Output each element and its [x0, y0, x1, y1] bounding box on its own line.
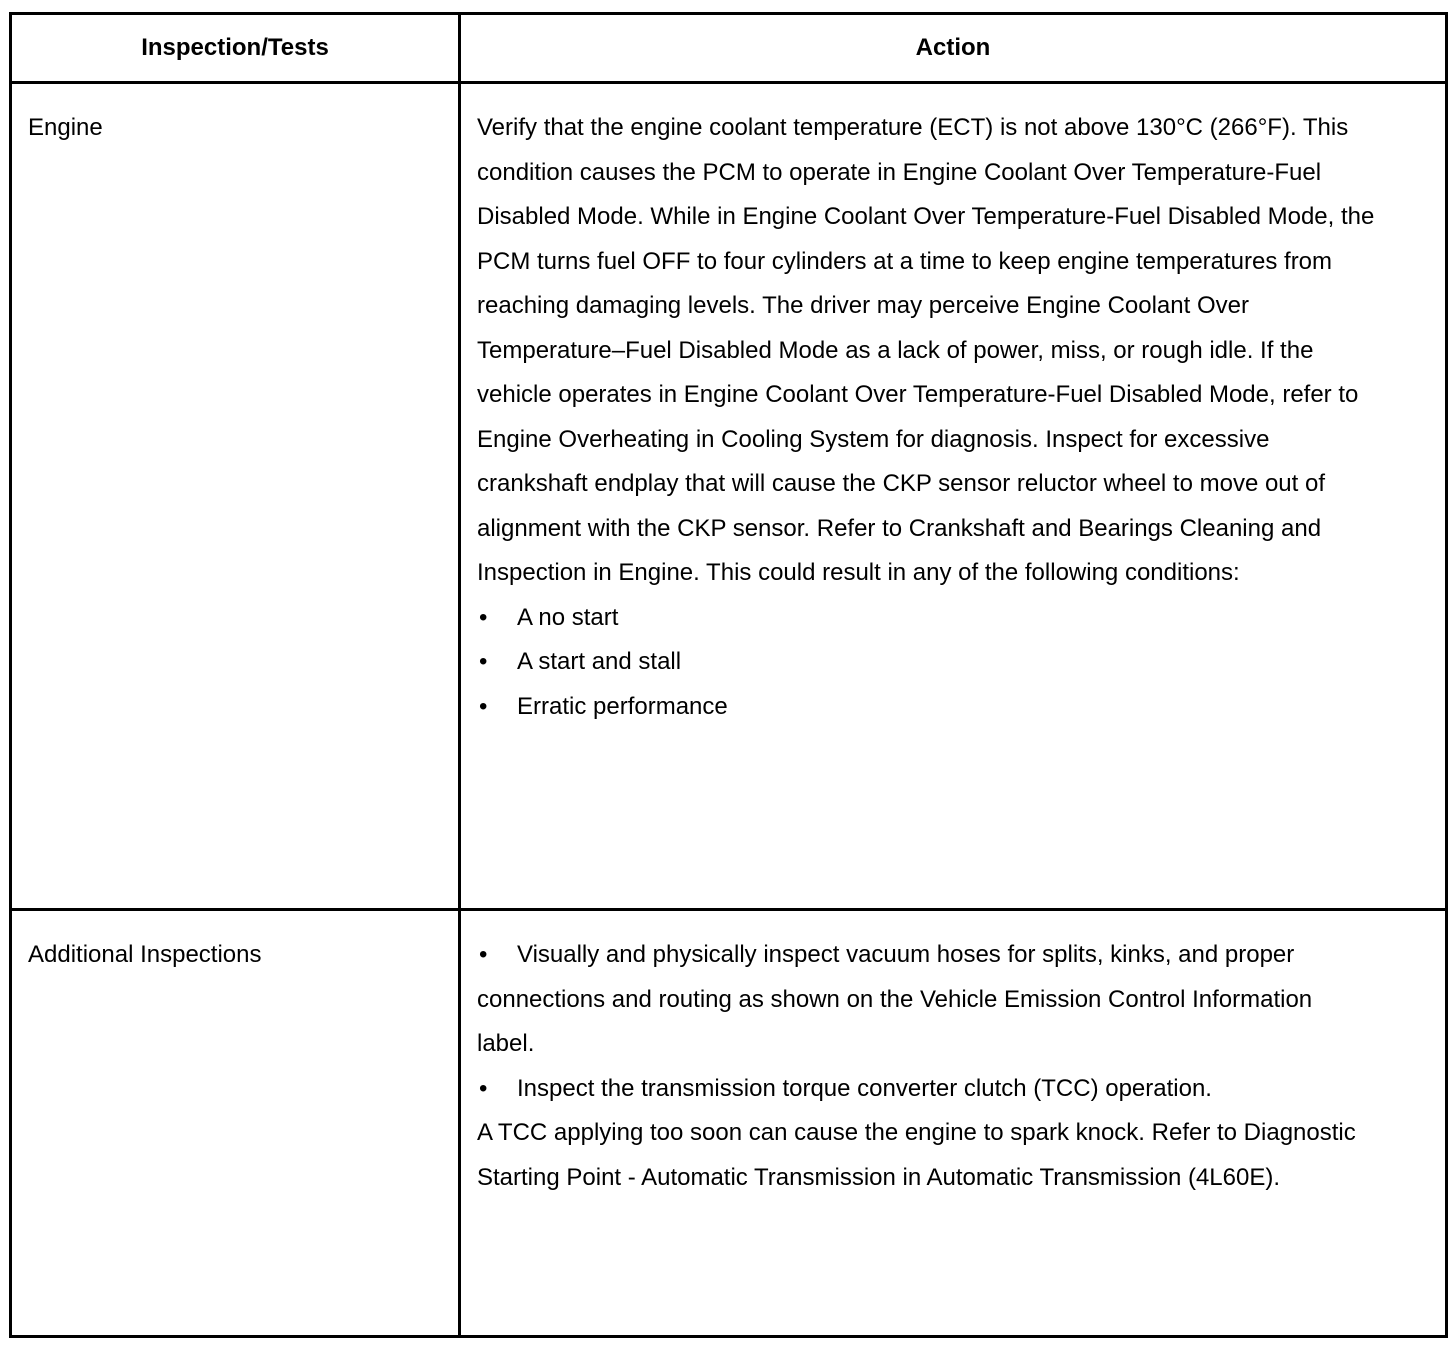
- engine-bullet-item: [477, 685, 1375, 730]
- header-inspection-tests: Inspection/Tests: [11, 14, 460, 83]
- bullet-icon: •: [479, 692, 488, 720]
- engine-bullet-text: Erratic performance: [517, 692, 728, 720]
- table-header-row: [11, 14, 1447, 83]
- table-row-additional-inspections: [11, 910, 1447, 1337]
- bullet-icon: •: [479, 1074, 488, 1102]
- engine-bullet-item: [477, 640, 1375, 685]
- engine-label: Engine: [28, 114, 103, 141]
- bullet-icon: •: [479, 603, 488, 631]
- additional-label-cell: [11, 910, 460, 1337]
- engine-bullet-text: A no start: [517, 603, 619, 631]
- engine-label-cell: [11, 83, 460, 910]
- additional-bullet-text: Visually and physically inspect vacuum hoses for splits, kinks, and proper connections and routing as shown on the Vehicle Emission Control Information label.: [477, 941, 1313, 1057]
- bullet-icon: •: [479, 941, 488, 968]
- engine-action-paragraph: Verify that the engine coolant temperature (ECT) is not above 130°C (266°F). This condition causes the PCM to operate in Engine Coolant Over Temperature-Fuel Disabled Mode. While in Engine Coolant Over Temperature-Fuel Disabled Mode, the PCM turns fuel OFF to four cylinders at a time to keep engine temperatures from reaching damaging levels. The driver may perceive Engine Coolant Over Temperature–Fuel Disabled Mode as a lack of power, miss, or rough idle. If the vehicle operates in Engine Coolant Over Temperature-Fuel Disabled Mode, refer to Engine Overheating in Cooling System for diagnosis. Inspect for excessive crankshaft endplay that will cause the CKP sensor reluctor wheel to move out of alignment with the CKP sensor. Refer to Crankshaft and Bearings Cleaning and Inspection in Engine. This could result in any of the following conditions:: [477, 114, 1375, 586]
- bullet-icon: •: [479, 648, 488, 675]
- engine-action-cell: [460, 83, 1447, 910]
- table-row-engine: [11, 83, 1447, 910]
- additional-action-paragraph: A TCC applying too soon can cause the engine to spark knock. Refer to Diagnostic Starting Point - Automatic Transmission in Automatic Transmission (4L60E).: [477, 1119, 1356, 1191]
- inspection-table: [9, 12, 1448, 1338]
- additional-bullet-item: [477, 933, 1375, 1067]
- additional-bullet-text: Inspect the transmission torque converter clutch (TCC) operation.: [517, 1074, 1212, 1102]
- additional-bullet-item: [477, 1067, 1375, 1112]
- engine-bullet-text: A start and stall: [517, 648, 682, 675]
- engine-bullet-item: [477, 596, 1375, 641]
- additional-inspections-label: Additional Inspections: [28, 941, 262, 968]
- header-action: Action: [460, 14, 1447, 83]
- additional-action-cell: [460, 910, 1447, 1337]
